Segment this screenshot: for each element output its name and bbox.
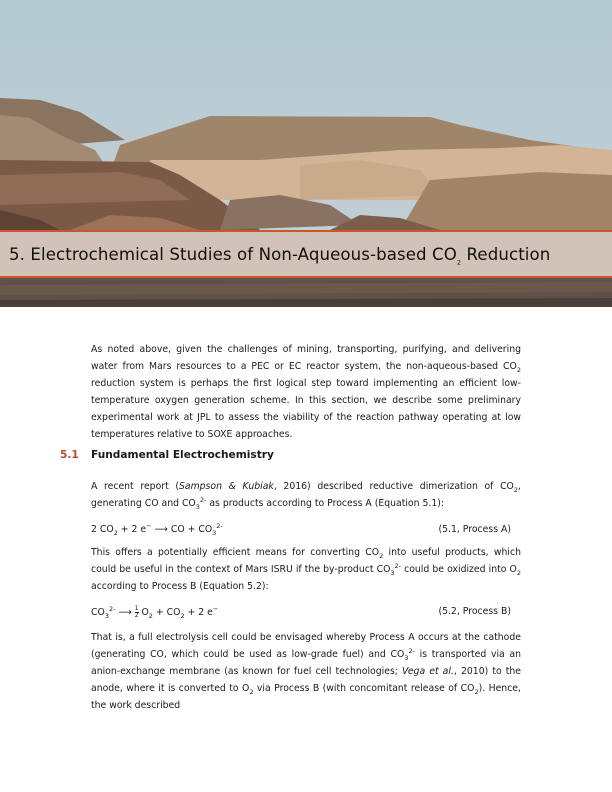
text: could be oxidized into O	[401, 563, 517, 575]
text: into useful products, which could be useful in the context of Mars ISRU if the by-product CO	[91, 547, 521, 575]
equation-5-2	[91, 606, 521, 619]
subscript: 2	[513, 485, 519, 494]
subscript: 2	[474, 687, 479, 696]
equation-5-1	[91, 521, 521, 537]
text: ). Hence, the work described	[91, 682, 521, 711]
text: As noted above, given the challenges of mining, transporting, purifying, and delivering water from Mars resources to a PEC or EC reactor system, the non-aqueous-based CO	[91, 344, 521, 372]
subscript: 2	[516, 365, 521, 374]
text: + CO	[152, 607, 181, 618]
intro-paragraph	[91, 342, 521, 443]
paragraph-2	[91, 479, 521, 513]
numerator: 1	[134, 605, 139, 612]
subscript: 3	[212, 528, 217, 537]
superscript: 2-	[108, 604, 116, 613]
text: , generating CO and CO	[91, 481, 521, 509]
text: via Process B (with concomitant release of CO	[253, 682, 475, 694]
text: + 2 e	[184, 607, 213, 618]
chapter-number: 5.	[9, 245, 26, 264]
superscript: 2-	[408, 646, 415, 655]
text: as products according to Process A (Equation 5.1):	[206, 497, 445, 509]
subscript: 3	[390, 568, 395, 577]
text: CO + CO	[170, 524, 213, 535]
arrow-icon: ⟶	[115, 607, 135, 618]
text: That is, a full electrolysis cell could be envisaged whereby Process A occurs at the cathode (generating CO, which could be used as low-grade fuel) and CO	[91, 632, 521, 660]
superscript: 2-	[216, 521, 223, 530]
superscript: −	[212, 604, 219, 613]
subscript: 2	[516, 568, 522, 577]
subscript: 2	[113, 528, 118, 537]
text: according to Process B (Equation 5.2):	[91, 580, 269, 592]
chapter-banner	[0, 230, 612, 278]
citation: Sampson & Kubiak	[179, 481, 274, 492]
superscript: 2-	[394, 561, 402, 570]
citation: Vega et al.	[402, 665, 454, 677]
section-title: Fundamental Electrochemistry	[91, 449, 274, 461]
text: This offers a potentially efficient means for converting CO	[91, 547, 380, 558]
subscript: 2	[180, 611, 185, 620]
text: A recent report (	[91, 481, 179, 492]
text: CO	[91, 607, 105, 618]
text: , 2010) to the anode, where it is converted to O	[91, 665, 521, 694]
subscript: 2	[379, 551, 384, 560]
subscript: 3	[104, 611, 109, 620]
chapter-title-text: Reduction	[461, 245, 551, 264]
text: + 2 e	[117, 524, 147, 535]
text: reduction system is perhaps the first logical step toward implementing an efficient low-temperature oxygen generation scheme. In this section, we describe some preliminary experimental work at JPL to assess the viability of the reaction pathway operating at low temperatures relative to SOXE approaches.	[91, 377, 521, 440]
equation-label: (5.1, Process A)	[438, 524, 511, 535]
section-number: 5.1	[60, 449, 79, 461]
subscript: 2	[148, 611, 153, 620]
text: is transported via an anion-exchange membrane (as known for fuel cell technologies;	[91, 648, 521, 677]
paragraph-4	[91, 630, 521, 715]
arrow-icon: ⟶	[151, 524, 171, 535]
subscript: 2	[249, 687, 254, 696]
text: , 2016) described reductive dimerization of CO	[273, 481, 514, 492]
chapter-title-text: Electrochemical Studies of Non-Aqueous-based CO	[30, 245, 457, 264]
equation-label: (5.2, Process B)	[438, 606, 511, 617]
subscript: 3	[195, 502, 200, 511]
subscript: 2	[456, 258, 462, 267]
superscript: −	[146, 521, 152, 530]
chapter-title	[9, 245, 551, 267]
superscript: 2-	[199, 495, 207, 504]
text: O	[138, 607, 149, 618]
paragraph-3	[91, 545, 521, 596]
text: 2 CO	[91, 524, 114, 535]
denominator: 2	[134, 612, 139, 619]
subscript: 3	[404, 653, 409, 662]
